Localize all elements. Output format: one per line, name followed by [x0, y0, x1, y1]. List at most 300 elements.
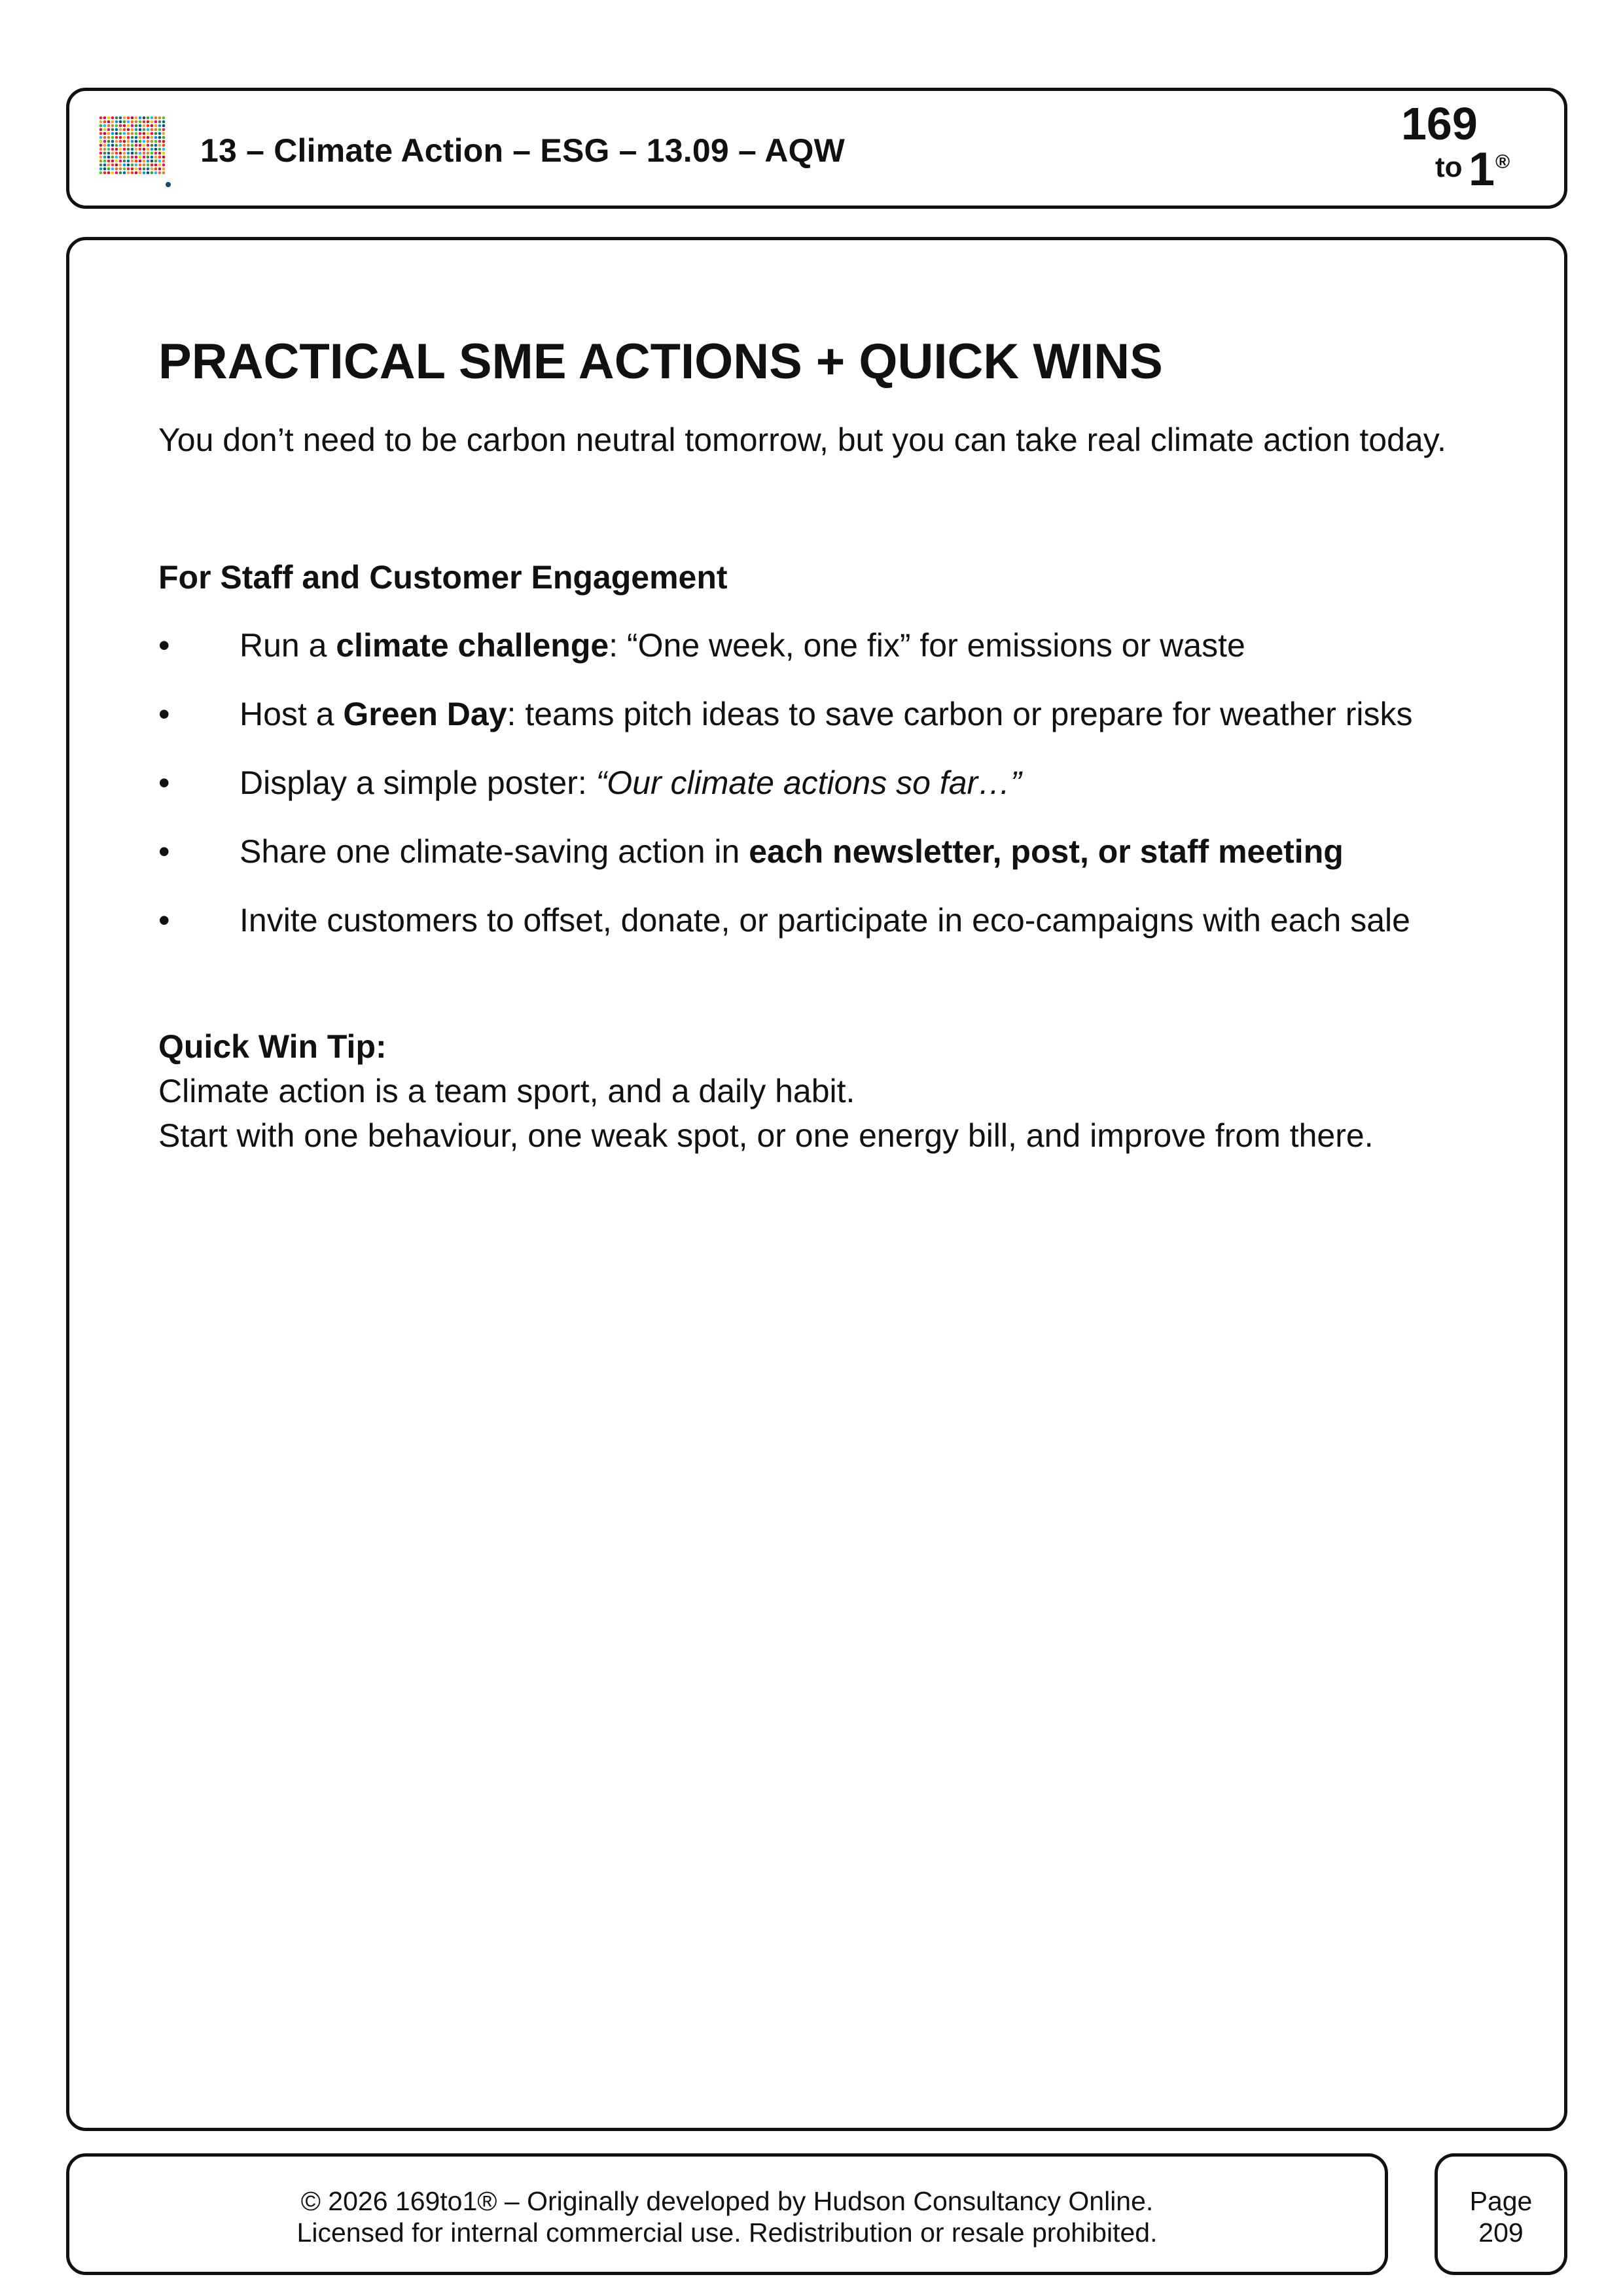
- logo-dot: [147, 128, 150, 132]
- brand-one: 1: [1469, 143, 1495, 196]
- page-number: 209: [1478, 2217, 1524, 2248]
- logo-dot: [131, 132, 134, 135]
- logo-dot: [143, 120, 146, 124]
- logo-dot: [115, 168, 118, 171]
- logo-dot: [143, 164, 146, 167]
- bullet-icon: •: [158, 833, 170, 870]
- logo-dot: [107, 168, 111, 171]
- logo-dot: [127, 136, 130, 139]
- logo-dot: [127, 144, 130, 147]
- logo-dot: [143, 152, 146, 155]
- logo-dot: [111, 132, 115, 135]
- logo-dot: [158, 136, 162, 139]
- logo-dot: [99, 120, 103, 124]
- logo-dot: [139, 164, 142, 167]
- bullet-icon: •: [158, 902, 170, 939]
- logo-dot: [123, 128, 126, 132]
- list-item: [158, 829, 1493, 874]
- logo-dot: [99, 168, 103, 171]
- page-title: PRACTICAL SME ACTIONS + QUICK WINS: [158, 334, 1163, 389]
- logo-dot: [162, 156, 166, 159]
- item-text: : “One week, one fix” for emissions or waste: [609, 627, 1245, 664]
- logo-dot: [162, 144, 166, 147]
- logo-dot: [158, 156, 162, 159]
- logo-dot: [123, 117, 126, 120]
- footer-copyright: [66, 2153, 1388, 2275]
- logo-dot: [115, 128, 118, 132]
- bullet-list: [158, 623, 1493, 942]
- logo-dot: [135, 120, 138, 124]
- logo-dot: [111, 120, 115, 124]
- logo-dot: [139, 168, 142, 171]
- logo-dot: [119, 164, 122, 167]
- logo-dot: [123, 168, 126, 171]
- logo-dot: [115, 140, 118, 143]
- logo-dot: [111, 136, 115, 139]
- item-emphasis: climate challenge: [336, 627, 609, 664]
- logo-dot: [107, 140, 111, 143]
- logo-dot: [127, 168, 130, 171]
- logo-dot: [151, 128, 154, 132]
- logo-dot: [103, 124, 107, 128]
- logo-dot: [127, 128, 130, 132]
- logo-dot: [139, 152, 142, 155]
- logo-dot: [147, 117, 150, 120]
- logo-dot: [111, 160, 115, 163]
- logo-dot: [147, 171, 150, 175]
- list-item: [158, 623, 1493, 668]
- logo-dot: [107, 136, 111, 139]
- logo-dot: [127, 120, 130, 124]
- subheading: For Staff and Customer Engagement: [158, 559, 728, 596]
- logo-dot: [154, 164, 158, 167]
- logo-dot: [162, 164, 166, 167]
- license-line: Licensed for internal commercial use. Redistribution or resale prohibited.: [296, 2217, 1158, 2248]
- tip-line: Climate action is a team sport, and a daily habit.: [158, 1073, 855, 1110]
- logo-dot: [103, 144, 107, 147]
- logo-dot: [131, 136, 134, 139]
- logo-dot: [135, 136, 138, 139]
- logo-dot: [115, 120, 118, 124]
- logo-dot: [135, 160, 138, 163]
- logo-dot: [143, 136, 146, 139]
- logo-dot: [151, 152, 154, 155]
- logo-dot: [154, 152, 158, 155]
- logo-dot: [135, 144, 138, 147]
- logo-dot: [123, 120, 126, 124]
- item-text: Host a: [240, 696, 344, 733]
- logo-dot: [162, 136, 166, 139]
- tip-line: Start with one behaviour, one weak spot, or one energy bill, and improve from there.: [158, 1117, 1374, 1155]
- logo-dot: [123, 171, 126, 175]
- bullet-icon: •: [158, 627, 170, 664]
- logo-dot: [127, 117, 130, 120]
- logo-dot: [143, 168, 146, 171]
- logo-dot: [135, 156, 138, 159]
- logo-dot: [147, 124, 150, 128]
- logo-dot: [119, 136, 122, 139]
- logo-dot: [158, 160, 162, 163]
- logo-corner-dot: [166, 182, 171, 187]
- logo-dot: [154, 132, 158, 135]
- bullet-icon: •: [158, 764, 170, 802]
- logo-dot: [123, 144, 126, 147]
- logo-dot: [147, 152, 150, 155]
- logo-dot: [158, 144, 162, 147]
- logo-dot: [131, 120, 134, 124]
- logo-dot: [154, 136, 158, 139]
- logo-dot: [127, 148, 130, 151]
- logo-dot: [131, 144, 134, 147]
- logo-dot: [107, 152, 111, 155]
- logo-dot: [99, 136, 103, 139]
- logo-dot: [158, 171, 162, 175]
- logo-dot: [111, 168, 115, 171]
- logo-dot: [119, 144, 122, 147]
- logo-dot: [139, 136, 142, 139]
- logo-dot: [151, 171, 154, 175]
- item-text: Display a simple poster:: [240, 764, 596, 802]
- logo-dot: [99, 156, 103, 159]
- logo-dot: [151, 164, 154, 167]
- logo-dot: [99, 117, 103, 120]
- logo-dot: [119, 120, 122, 124]
- logo-dot: [131, 168, 134, 171]
- logo-dot: [139, 132, 142, 135]
- logo-dot: [107, 117, 111, 120]
- section-title: 13 – Climate Action – ESG – 13.09 – AQW: [200, 132, 846, 169]
- logo-dot: [103, 140, 107, 143]
- logo-dot: [147, 160, 150, 163]
- logo-dot: [99, 140, 103, 143]
- list-item: [158, 898, 1493, 942]
- bullet-icon: •: [158, 696, 170, 733]
- logo-dot: [99, 132, 103, 135]
- logo-dot: [123, 148, 126, 151]
- logo-dot: [147, 168, 150, 171]
- logo-dot: [99, 148, 103, 151]
- logo-dot: [119, 132, 122, 135]
- logo-dot: [162, 160, 166, 163]
- logo-dot: [151, 160, 154, 163]
- logo-dot: [147, 144, 150, 147]
- item-italic: “Our climate actions so far…”: [596, 764, 1022, 802]
- logo-dot: [123, 160, 126, 163]
- logo-dot: [151, 140, 154, 143]
- logo-dot: [135, 152, 138, 155]
- logo-dot: [119, 140, 122, 143]
- tip-label: Quick Win Tip:: [158, 1028, 387, 1066]
- logo-dot: [127, 132, 130, 135]
- logo-dot: [154, 128, 158, 132]
- logo-dot: [147, 140, 150, 143]
- header-bar: [66, 88, 1567, 209]
- brand-number: 169: [1401, 98, 1478, 149]
- logo-dot: [103, 160, 107, 163]
- logo-dot: [119, 152, 122, 155]
- logo-dot: [151, 124, 154, 128]
- logo-dot: [111, 164, 115, 167]
- logo-dot: [115, 132, 118, 135]
- logo-dot: [99, 164, 103, 167]
- logo-dot: [158, 132, 162, 135]
- logo-dot: [131, 117, 134, 120]
- logo-dot: [107, 160, 111, 163]
- logo-dot: [147, 132, 150, 135]
- logo-dot: [127, 160, 130, 163]
- logo-dot: [111, 152, 115, 155]
- item-text: Run a: [240, 627, 336, 664]
- logo-dot: [139, 128, 142, 132]
- logo-dot: [111, 144, 115, 147]
- brand-registered-mark: ®: [1495, 151, 1510, 173]
- logo-dot: [131, 171, 134, 175]
- logo-dot: [127, 164, 130, 167]
- logo-dot: [111, 140, 115, 143]
- list-item: [158, 761, 1493, 805]
- logo-dot: [99, 144, 103, 147]
- logo-dot: [119, 156, 122, 159]
- logo-dot: [162, 168, 166, 171]
- logo-dot: [162, 128, 166, 132]
- logo-dot: [162, 171, 166, 175]
- logo-dot: [103, 156, 107, 159]
- logo-dot: [99, 160, 103, 163]
- logo-dot: [147, 164, 150, 167]
- logo-dot: [139, 156, 142, 159]
- logo-dot: [103, 164, 107, 167]
- logo-dot: [123, 152, 126, 155]
- logo-dot: [123, 140, 126, 143]
- logo-dot: [158, 124, 162, 128]
- logo-dot: [151, 117, 154, 120]
- logo-dot: [139, 148, 142, 151]
- logo-dot: [151, 144, 154, 147]
- logo-dot: [135, 117, 138, 120]
- logo-dot: [99, 124, 103, 128]
- logo-dot: [107, 120, 111, 124]
- logo-dot: [151, 120, 154, 124]
- item-emphasis: Green Day: [343, 696, 507, 733]
- logo-dot: [103, 136, 107, 139]
- logo-dot: [119, 128, 122, 132]
- logo-dot: [131, 156, 134, 159]
- logo-dot: [131, 124, 134, 128]
- logo-dot: [131, 128, 134, 132]
- logo-dot: [127, 124, 130, 128]
- logo-dot: [135, 128, 138, 132]
- logo-dot: [154, 171, 158, 175]
- logo-dot: [162, 148, 166, 151]
- logo-dot: [135, 164, 138, 167]
- logo-dot: [154, 140, 158, 143]
- logo-dot: [158, 140, 162, 143]
- logo-dot: [111, 148, 115, 151]
- logo-dot: [143, 140, 146, 143]
- logo-dot: [162, 120, 166, 124]
- logo-dot: [127, 140, 130, 143]
- logo-dot: [107, 124, 111, 128]
- logo-dot: [103, 171, 107, 175]
- content-panel: [66, 237, 1567, 2131]
- logo-dot: [99, 128, 103, 132]
- logo-dot: [107, 128, 111, 132]
- logo-dot: [162, 152, 166, 155]
- logo-dot: [154, 120, 158, 124]
- logo-dot: [107, 144, 111, 147]
- logo-dot: [127, 156, 130, 159]
- logo-dot: [154, 156, 158, 159]
- logo-dot: [143, 160, 146, 163]
- logo-dot: [139, 160, 142, 163]
- logo-dot: [99, 152, 103, 155]
- logo-dot: [115, 171, 118, 175]
- logo-dot: [111, 124, 115, 128]
- logo-dot: [143, 156, 146, 159]
- item-text: Invite customers to offset, donate, or participate in eco-campaigns with each sale: [240, 902, 1410, 939]
- logo-dot: [111, 128, 115, 132]
- logo-dot: [162, 140, 166, 143]
- logo-dot: [135, 140, 138, 143]
- logo-dot: [154, 124, 158, 128]
- logo-dot: [154, 168, 158, 171]
- logo-dot: [119, 160, 122, 163]
- logo-dot: [143, 128, 146, 132]
- copyright-line: © 2026 169to1® – Originally developed by Hudson Consultancy Online.: [300, 2186, 1154, 2216]
- logo-dot: [107, 148, 111, 151]
- logo-dot: [119, 124, 122, 128]
- logo-dot: [151, 136, 154, 139]
- dot-grid-logo-icon: [99, 116, 171, 188]
- logo-dot: [115, 156, 118, 159]
- logo-dot: [151, 168, 154, 171]
- logo-dot: [103, 117, 107, 120]
- logo-dot: [131, 164, 134, 167]
- logo-dot: [123, 156, 126, 159]
- logo-dot: [154, 117, 158, 120]
- logo-dot: [115, 152, 118, 155]
- logo-dot: [154, 148, 158, 151]
- logo-dot: [147, 120, 150, 124]
- logo-dot: [131, 152, 134, 155]
- logo-dot: [143, 171, 146, 175]
- logo-dot: [123, 136, 126, 139]
- logo-dot: [154, 144, 158, 147]
- logo-dot: [115, 144, 118, 147]
- logo-dot: [131, 160, 134, 163]
- logo-dot: [139, 144, 142, 147]
- logo-dot: [119, 117, 122, 120]
- logo-dot: [135, 171, 138, 175]
- page-indicator: [1438, 2185, 1564, 2248]
- logo-dot: [162, 124, 166, 128]
- logo-dot: [115, 164, 118, 167]
- logo-dot: [147, 148, 150, 151]
- logo-dot: [139, 140, 142, 143]
- logo-dot: [158, 168, 162, 171]
- logo-dot: [143, 148, 146, 151]
- logo-dot: [123, 164, 126, 167]
- logo-dot: [139, 124, 142, 128]
- logo-dot: [103, 148, 107, 151]
- logo-dot: [115, 117, 118, 120]
- logo-dot: [143, 124, 146, 128]
- logo-dot: [143, 144, 146, 147]
- logo-dot: [107, 132, 111, 135]
- page-label: Page: [1469, 2186, 1533, 2216]
- logo-dot: [158, 148, 162, 151]
- logo-dot: [139, 120, 142, 124]
- logo-dot: [135, 148, 138, 151]
- logo-dot: [162, 132, 166, 135]
- logo-dot: [151, 148, 154, 151]
- page-number-box: [1435, 2153, 1567, 2275]
- logo-dot: [119, 171, 122, 175]
- logo-dot: [158, 152, 162, 155]
- logo-dot: [147, 156, 150, 159]
- logo-dot: [119, 148, 122, 151]
- logo-dot: [158, 120, 162, 124]
- logo-dot: [99, 171, 103, 175]
- list-item: [158, 692, 1493, 736]
- logo-dot: [123, 132, 126, 135]
- logo-dot: [103, 120, 107, 124]
- logo-dot: [135, 124, 138, 128]
- logo-dot: [115, 148, 118, 151]
- logo-dot: [154, 160, 158, 163]
- logo-dot: [115, 136, 118, 139]
- content-body: [158, 332, 1493, 1158]
- logo-dot: [162, 117, 166, 120]
- logo-dot: [119, 168, 122, 171]
- logo-dot: [103, 152, 107, 155]
- copyright-text: [69, 2185, 1385, 2248]
- item-text: Share one climate-saving action in: [240, 833, 749, 870]
- logo-dot: [111, 171, 115, 175]
- logo-dot: [151, 156, 154, 159]
- logo-dot: [158, 117, 162, 120]
- logo-dot: [135, 168, 138, 171]
- logo-dot: [158, 164, 162, 167]
- logo-dot: [127, 171, 130, 175]
- logo-dot: [131, 148, 134, 151]
- brand-to: to: [1435, 151, 1463, 183]
- logo-dot: [131, 140, 134, 143]
- logo-dot: [115, 124, 118, 128]
- logo-dot: [143, 117, 146, 120]
- logo-dot: [139, 171, 142, 175]
- logo-dot: [103, 168, 107, 171]
- logo-dot: [135, 132, 138, 135]
- logo-dot: [139, 117, 142, 120]
- logo-dot: [107, 164, 111, 167]
- logo-dot: [143, 132, 146, 135]
- item-text: : teams pitch ideas to save carbon or prepare for weather risks: [507, 696, 1413, 733]
- logo-dot: [107, 156, 111, 159]
- logo-dot: [111, 156, 115, 159]
- logo-dot: [103, 132, 107, 135]
- logo-dot: [123, 124, 126, 128]
- logo-dot: [158, 128, 162, 132]
- intro-paragraph: You don’t need to be carbon neutral tomorrow, but you can take real climate action today.: [158, 422, 1446, 459]
- logo-dot: [147, 136, 150, 139]
- logo-dot: [115, 160, 118, 163]
- logo-dot: [111, 117, 115, 120]
- logo-dot: [151, 132, 154, 135]
- item-emphasis: each newsletter, post, or staff meeting: [749, 833, 1344, 870]
- logo-dot: [107, 171, 111, 175]
- logo-dot: [103, 128, 107, 132]
